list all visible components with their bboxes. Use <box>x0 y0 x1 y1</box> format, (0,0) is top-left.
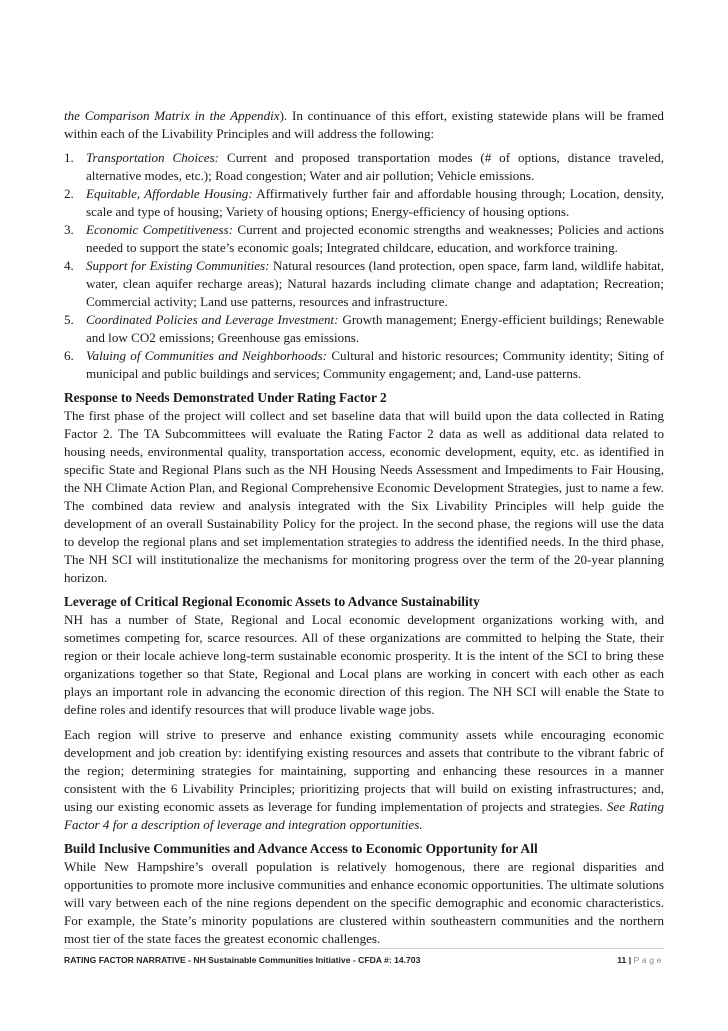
list-item-title: Equitable, Affordable Housing: <box>86 186 253 201</box>
page-footer <box>64 948 664 965</box>
section-heading: Leverage of Critical Regional Economic Assets to Advance Sustainability <box>64 594 480 609</box>
list-item-title: Economic Competitiveness: <box>86 222 233 237</box>
list-number: 2. <box>64 186 74 201</box>
section-inclusive-communities <box>64 840 664 948</box>
intro-paragraph <box>64 107 664 143</box>
list-item <box>64 149 664 185</box>
list-item-text: Natural resources (land protection, open space, farm land, wildlife habitat, water, clean aquifer recharge areas); Natural hazards including climate change and adaptation; Recreation; Commercial activity; Land use patterns, resources and infrastructure. <box>86 258 664 309</box>
list-item <box>64 311 664 347</box>
list-item <box>64 221 664 257</box>
paragraph-text: Each region will strive to preserve and enhance existing community assets while encouraging economic development and job creation by: identifying existing resources and assets that contribute to the vibrant fabric of the region; determining strategies for maintaining, supporting and enhancing these resources in a manner consistent with the 6 Livability Principles; prioritizing projects that will build on existing infrastructures; and, using our existing economic assets as leverage for funding implementation of projects and strategies. <box>64 727 664 814</box>
page-content <box>64 107 664 954</box>
section-response-needs <box>64 389 664 587</box>
section-paragraph: The first phase of the project will collect and set baseline data that will build upon the data collected in Rating Factor 2. The TA Subcommittees will evaluate the Rating Factor 2 data as well as additional data related to housing needs, environmental quality, transportation access, economic development, equity, etc. as identified in specific State and Regional Plans such as the NH Housing Needs Assessment and Impediments to Fair Housing, the NH Climate Action Plan, and Regional Comprehensive Economic Development Strategies, just to name a few. The combined data review and analysis integrated with the Six Livability Principles will help guide the development of an overall Sustainability Policy for the project. In the second phase, the regions will use the data to develop the regional plans and set implementation strategies to address the identified needs. In the third phase, The NH SCI will institutionalize the mechanisms for monitoring progress over the term of the 20-year planning horizon. <box>64 408 664 585</box>
section-paragraph: NH has a number of State, Regional and Local economic development organizations working with, and sometimes competing for, scarce resources. All of these organizations are committed to helping the State, their region or their locale achieve long-term sustainable economic prosperity. It is the intent of the SCI to bring these organizations together so that State, Regional and Local plans are working in concert with each other as each plays an important role in advancing the economic direction of this region. The NH SCI will enable the State to define roles and identify resources that will produce livable wage jobs. <box>64 612 664 717</box>
footer-title: RATING FACTOR NARRATIVE - NH Sustainable Communities Initiative - CFDA #: 14.703 <box>64 955 421 965</box>
list-item <box>64 257 664 311</box>
list-item-title: Support for Existing Communities: <box>86 258 270 273</box>
section-paragraph <box>64 726 664 834</box>
intro-italic: the Comparison Matrix in the Appendix <box>64 108 280 123</box>
page-separator: | <box>626 955 634 965</box>
page-number: 11 <box>617 955 627 965</box>
list-number: 1. <box>64 150 74 165</box>
list-number: 6. <box>64 348 74 363</box>
section-paragraph: While New Hampshire’s overall population is relatively homogenous, there are regional disparities and opportunities to promote more inclusive communities and enhance economic opportunities. The ultimate solutions will vary between each of the nine regions dependent on the specific demographic and economic characteristics. For example, the State’s minority populations are clustered within southeastern communities and the northern most tier of the state faces the greatest economic challenges. <box>64 859 664 946</box>
list-item-text: Current and proposed transportation modes (# of options, distance traveled, alternative modes, etc.); Road congestion; Water and air pollution; Vehicle emissions. <box>86 150 664 183</box>
page-number-block <box>617 955 664 965</box>
list-item-title: Coordinated Policies and Leverage Investment: <box>86 312 339 327</box>
section-leverage-assets <box>64 593 664 834</box>
list-item-text: Growth management; Energy-efficient buildings; Renewable and low CO2 emissions; Greenhouse gas emissions. <box>86 312 664 345</box>
list-item-text: Current and projected economic strengths and weaknesses; Policies and actions needed to support the state’s economic goals; Integrated childcare, education, and workforce training. <box>86 222 664 255</box>
list-item-title: Valuing of Communities and Neighborhoods: <box>86 348 328 363</box>
page-label: Page <box>633 955 664 965</box>
livability-list <box>64 149 664 383</box>
section-heading: Build Inclusive Communities and Advance Access to Economic Opportunity for All <box>64 841 538 856</box>
paragraph-italic-note: See Rating Factor 4 for a description of leverage and integration opportunities. <box>64 799 664 832</box>
list-item-text: Affirmatively further fair and affordable housing through; Location, density, scale and type of housing; Variety of housing options; Energy-efficiency of housing options. <box>86 186 664 219</box>
list-item <box>64 347 664 383</box>
list-number: 5. <box>64 312 74 327</box>
list-item-text: Cultural and historic resources; Community identity; Siting of municipal and public buildings and services; Community engagement; and, Land-use patterns. <box>86 348 664 381</box>
section-heading: Response to Needs Demonstrated Under Rating Factor 2 <box>64 390 387 405</box>
list-number: 4. <box>64 258 74 273</box>
list-item <box>64 185 664 221</box>
intro-text: ). In continuance of this effort, existing statewide plans will be framed within each of the Livability Principles and will address the following: <box>64 108 664 141</box>
list-item-title: Transportation Choices: <box>86 150 220 165</box>
list-number: 3. <box>64 222 74 237</box>
